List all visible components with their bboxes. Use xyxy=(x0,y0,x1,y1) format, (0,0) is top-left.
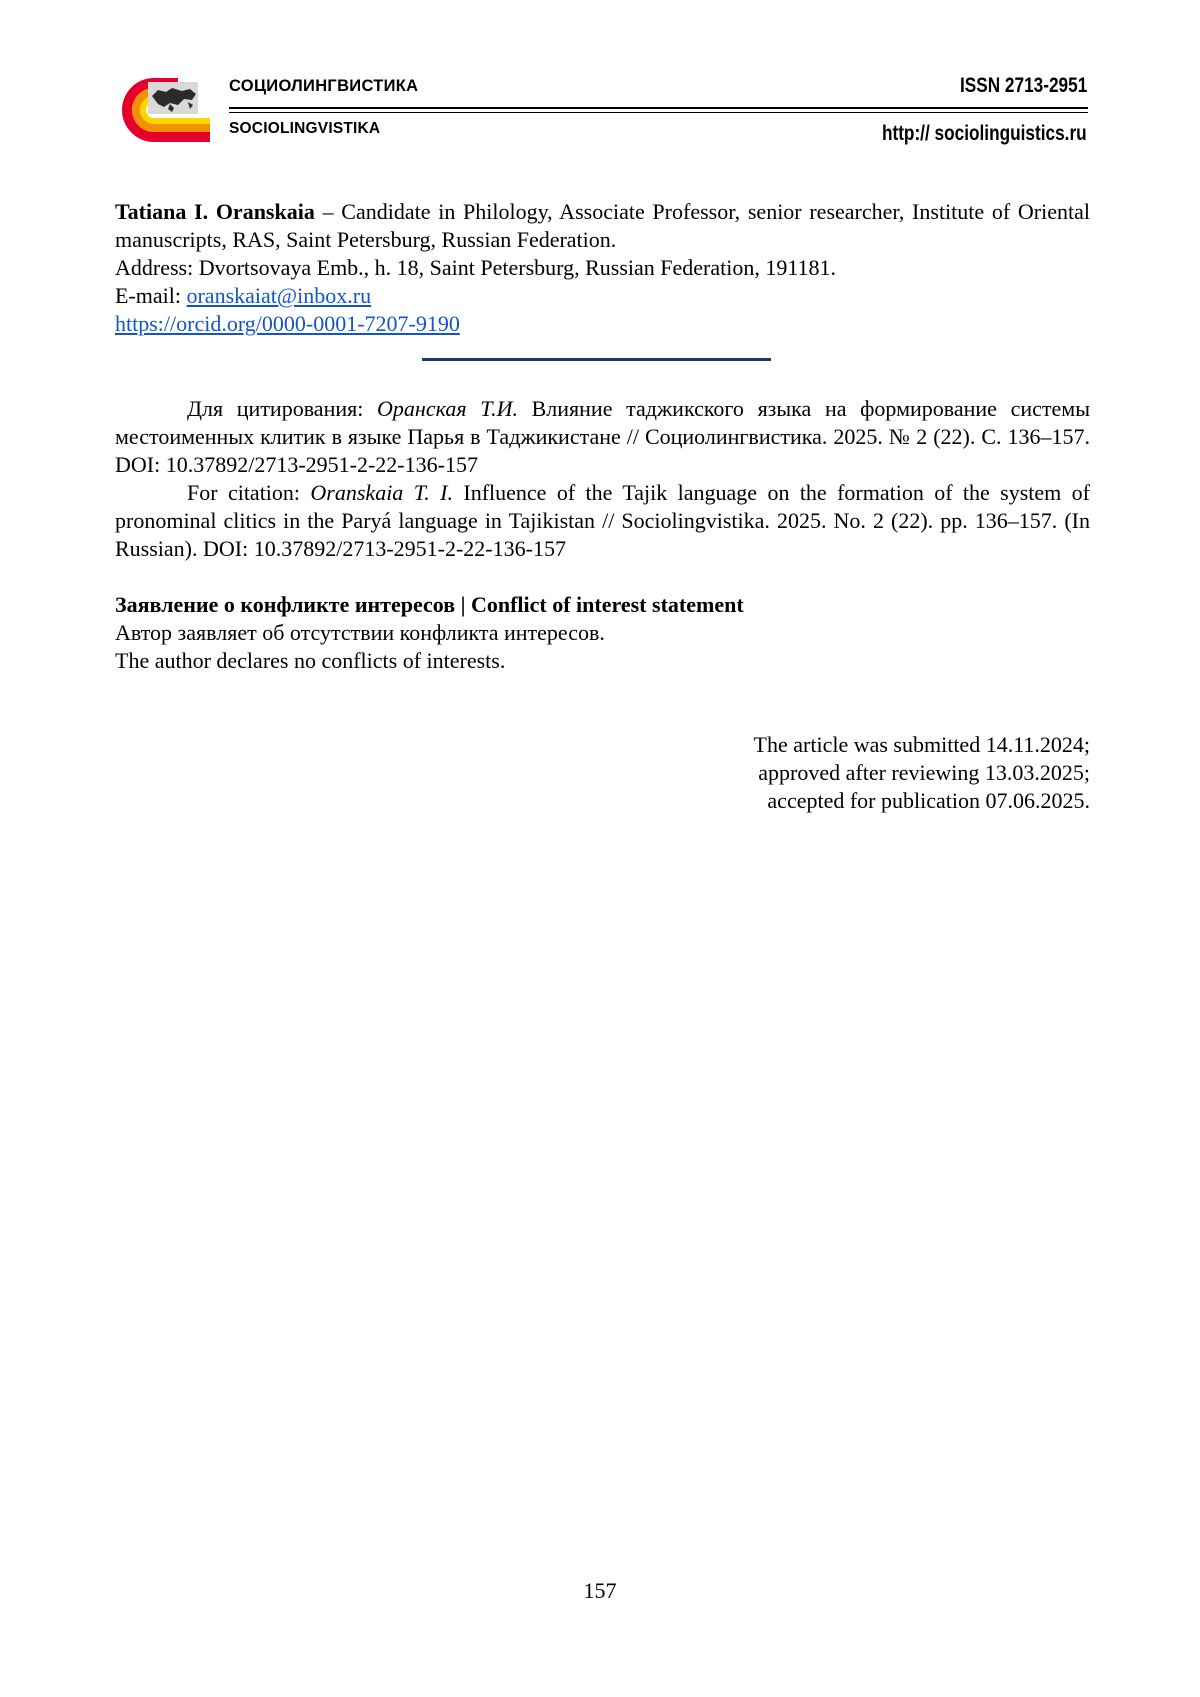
header-rule-thin xyxy=(229,112,1088,113)
citation-en xyxy=(115,479,1090,563)
author-dash: – xyxy=(314,199,342,224)
section-divider xyxy=(422,358,771,361)
journal-logo-world-map-icon xyxy=(108,74,210,146)
author-name: Tatiana I. Oranskaia xyxy=(115,199,315,224)
citation-ru-author: Оранская Т.И. xyxy=(377,396,518,421)
orcid-link[interactable]: https://orcid.org/0000-0001-7207-9190 xyxy=(115,311,460,336)
citation-block xyxy=(115,395,1090,563)
date-submitted: The article was submitted 14.11.2024; xyxy=(753,732,1090,757)
email-label: E-mail: xyxy=(115,283,187,308)
author-address: Address: Dvortsovaya Emb., h. 18, Saint Petersburg, Russian Federation, 191181. xyxy=(115,255,837,280)
header-rule xyxy=(229,107,1088,109)
citation-en-author: Oranskaia T. I. xyxy=(310,480,453,505)
conflict-heading: Заявление о конфликте интересов | Conflict of interest statement xyxy=(115,592,744,617)
issn: ISSN 2713-2951 xyxy=(959,74,1087,97)
citation-ru-text: Влияние таджикского языка на формирование системы местоименных клитик в языке Парья в Таджикистане // Социолингвистика. 2025. № 2 (22). С. 136–157. DOI: 10.37892/2713-2951-2-22-136-157 xyxy=(115,396,1090,477)
journal-title-ru: СОЦИОЛИНГВИСТИКА xyxy=(229,77,419,95)
citation-en-text: Influence of the Tajik language on the formation of the system of pronominal clitics in the Paryá language in Tajikistan // Sociolingvistika. 2025. No. 2 (22). pp. 136–157. (In Russian). DOI: 10.37892/2713-2951-2-22-136-157 xyxy=(115,480,1090,561)
author-description xyxy=(115,198,1090,254)
email-link[interactable]: oranskaiat@inbox.ru xyxy=(186,283,372,308)
date-approved: approved after reviewing 13.03.2025; xyxy=(758,760,1090,785)
journal-title-en: SOCIOLINGVISTIKA xyxy=(229,120,381,137)
author-info xyxy=(115,198,1090,338)
citation-en-label: For citation: xyxy=(187,480,311,505)
journal-website: http:// sociolinguistics.ru xyxy=(882,122,1087,145)
conflict-en: The author declares no conflicts of interests. xyxy=(115,648,506,673)
author-affiliation: Candidate in Philology, Associate Professor, senior researcher, Institute of Oriental manuscripts, RAS, Saint Petersburg, Russian Federation. xyxy=(115,199,1090,252)
citation-ru-label: Для цитирования: xyxy=(187,396,378,421)
conflict-ru: Автор заявляет об отсутствии конфликта интересов. xyxy=(115,620,605,645)
page-number: 157 xyxy=(583,1578,617,1603)
citation-ru xyxy=(115,395,1090,479)
article-dates xyxy=(115,731,1090,815)
orcid-line xyxy=(115,310,1090,338)
conflict-of-interest xyxy=(115,591,1090,675)
date-accepted: accepted for publication 07.06.2025. xyxy=(767,788,1090,813)
author-email-line xyxy=(115,282,1090,310)
